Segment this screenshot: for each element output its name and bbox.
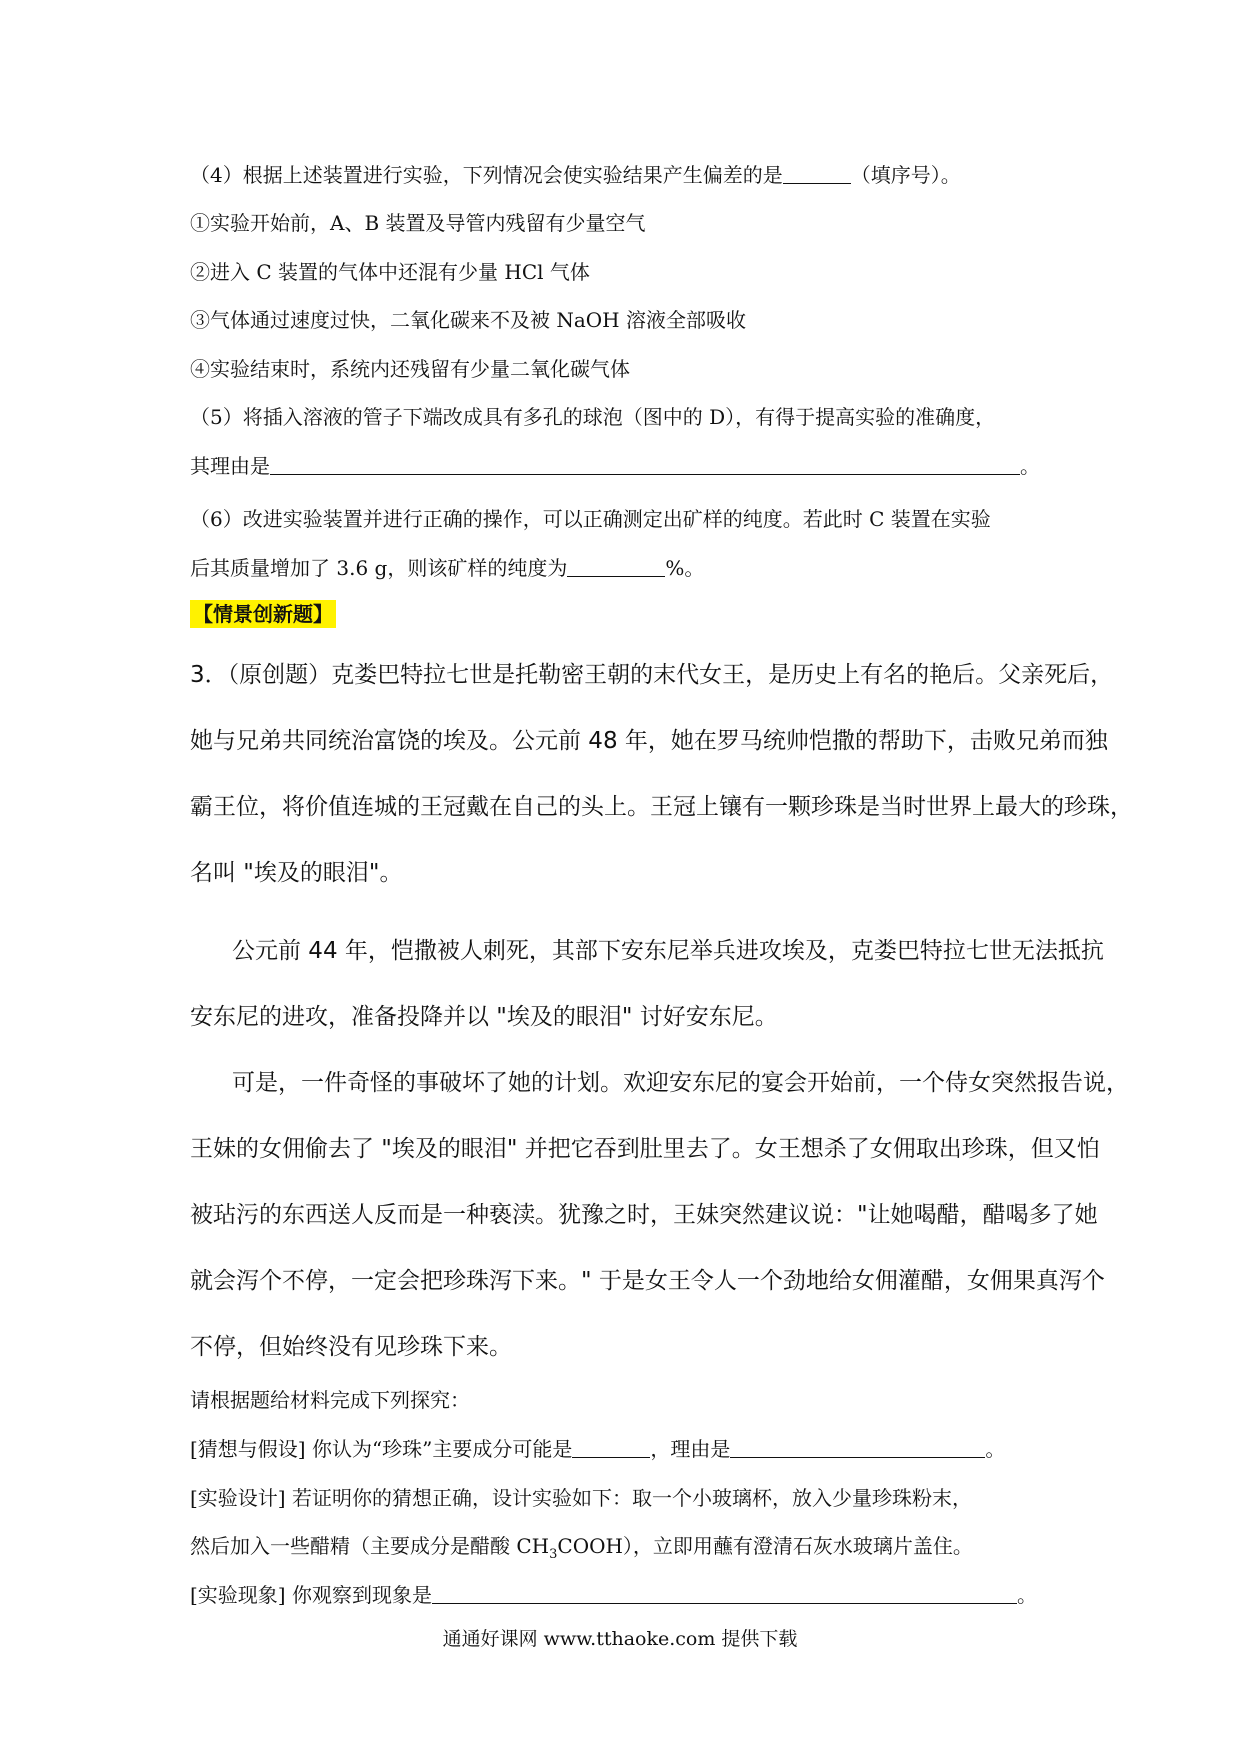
q4-option-3: ③气体通过速度过快，二氧化碳来不及被 NaOH 溶液全部吸收	[190, 308, 746, 332]
story-line: 可是，一件奇怪的事破坏了她的计划。欢迎安东尼的宴会开始前，一个侍女突然报告说，	[232, 1070, 1129, 1096]
answer-blank	[432, 1583, 1017, 1604]
section-tag: 【情景创新题】	[190, 600, 336, 628]
story-line: 不停，但始终没有见珍珠下来。	[190, 1334, 512, 1360]
tasks-intro: 请根据题给材料完成下列探究：	[190, 1388, 470, 1412]
story-line: 公元前 44 年，恺撒被人刺死，其部下安东尼举兵进攻埃及，克娄巴特拉七世无法抵抗	[232, 938, 1104, 964]
task-observation: [实验现象] 你观察到现象是 。	[190, 1583, 1037, 1607]
q4-option-4: ④实验结束时，系统内还残留有少量二氧化碳气体	[190, 357, 630, 381]
story-line: 3．（原创题）克娄巴特拉七世是托勒密王朝的末代女王，是历史上有名的艳后。父亲死后，	[190, 662, 1114, 688]
page-footer: 通通好课网 www.tthaoke.com 提供下载	[442, 1628, 798, 1650]
answer-blank	[730, 1437, 985, 1458]
answer-blank	[783, 163, 851, 184]
story-line: 她与兄弟共同统治富饶的埃及。公元前 48 年，她在罗马统帅恺撒的帮助下，击败兄弟而独	[190, 728, 1108, 754]
story-line: 安东尼的进攻，准备投降并以 "埃及的眼泪" 讨好安东尼。	[190, 1004, 778, 1030]
q5-line-2: 其理由是 。	[190, 454, 1040, 478]
story-line: 霸王位，将价值连城的王冠戴在自己的头上。王冠上镶有一颗珍珠是当时世界上最大的珍珠，	[190, 794, 1133, 820]
answer-blank	[567, 556, 665, 577]
task-design-line-1: [实验设计] 若证明你的猜想正确，设计实验如下：取一个小玻璃杯，放入少量珍珠粉末，	[190, 1486, 972, 1510]
story-line: 被玷污的东西送人反而是一种亵渎。犹豫之时，王妹突然建议说："让她喝醋，醋喝多了她	[190, 1202, 1098, 1228]
answer-blank	[270, 454, 1020, 475]
q6-line-2: 后其质量增加了 3.6 g，则该矿样的纯度为 %。	[190, 556, 705, 580]
task-guess: [猜想与假设] 你认为“珍珠”主要成分可能是 ，理由是 。	[190, 1437, 1006, 1461]
story-line: 就会泻个不停，一定会把珍珠泻下来。" 于是女王令人一个劲地给女佣灌醋，女佣果真泻个	[190, 1268, 1105, 1294]
task-design-line-2: 然后加入一些醋精（主要成分是醋酸 $CH_3COOH$），立即用蘸有澄清石灰水玻璃片盖住。	[190, 1534, 973, 1562]
q4-option-1: ①实验开始前，A、B 装置及导管内残留有少量空气	[190, 211, 646, 235]
q4-stem: （4）根据上述装置进行实验，下列情况会使实验结果产生偏差的是 （填序号）。	[190, 163, 961, 187]
q4-option-2: ②进入 C 装置的气体中还混有少量 HCl 气体	[190, 260, 590, 284]
q5-line-1: （5）将插入溶液的管子下端改成具有多孔的球泡（图中的 D），有得于提高实验的准确度，	[190, 405, 996, 429]
story-line: 王妹的女佣偷去了 "埃及的眼泪" 并把它吞到肚里去了。女王想杀了女佣取出珍珠，但又怕	[190, 1136, 1100, 1162]
story-line: 名叫 "埃及的眼泪"。	[190, 860, 403, 886]
q6-line-1: （6）改进实验装置并进行正确的操作，可以正确测定出矿样的纯度。若此时 C 装置在实验	[190, 507, 991, 531]
answer-blank	[572, 1437, 650, 1458]
